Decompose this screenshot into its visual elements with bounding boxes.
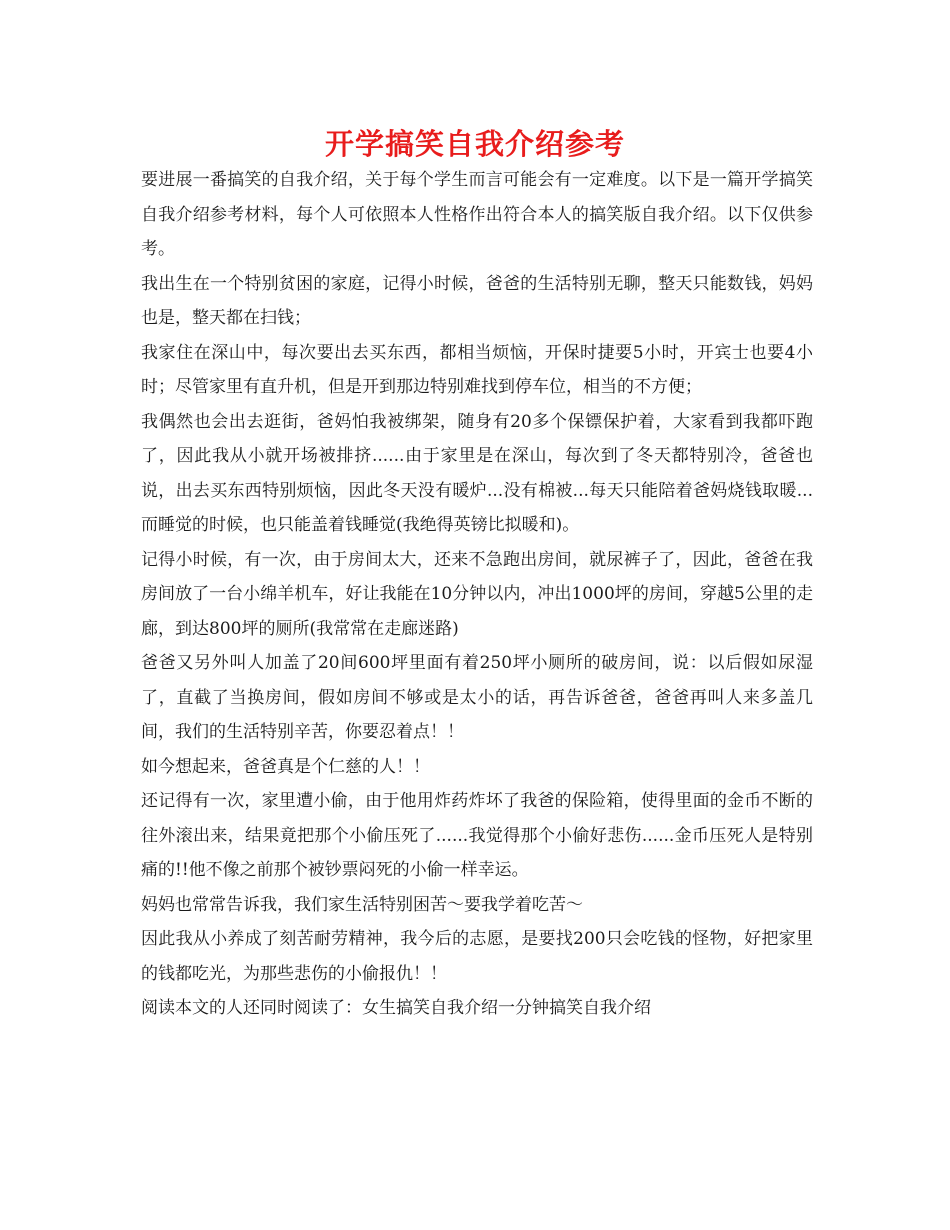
document-title: 开学搞笑自我介绍参考 (324, 127, 625, 161)
related-reading-line: 阅读本文的人还同时阅读了：女生搞笑自我介绍一分钟搞笑自我介绍 (141, 998, 651, 1018)
paragraph: 我家住在深山中，每次要出去买东西，都相当烦恼，开保时捷要5小时，开宾士也要4小时；尽管家里有直升机，但是开到那边特别难找到停车位，相当的不方便； (141, 342, 813, 397)
document-body (141, 163, 813, 1026)
paragraph: 还记得有一次，家里遭小偷，由于他用炸药炸坏了我爸的保险箱，使得里面的金币不断的往外滚出来，结果竟把那个小偷压死了......我觉得那个小偷好悲伤......金币压死人是特别痛的!!他不像之前那个被钞票闷死的小偷一样幸运。 (141, 791, 813, 880)
paragraph: 记得小时候，有一次，由于房间太大，还来不急跑出房间，就尿裤子了，因此，爸爸在我房间放了一台小绵羊机车，好让我能在10分钟以内，冲出1000坪的房间，穿越5公里的走廊，到达800坪的厕所(我常常在走廊迷路) (141, 549, 813, 639)
paragraph: 我出生在一个特别贫困的家庭，记得小时候，爸爸的生活特别无聊，整天只能数钱，妈妈也是，整天都在扫钱； (141, 273, 813, 328)
paragraph: 我偶然也会出去逛街，爸妈怕我被绑架，随身有20多个保镖保护着，大家看到我都吓跑了，因此我从小就开场被排挤......由于家里是在深山，每次到了冬天都特别冷，爸爸也说，出去买东西特别烦恼，因此冬天没有暖炉...没有棉被...每天只能陪着爸妈烧钱取暖...而睡觉的时候，也只能盖着钱睡觉(我绝得英镑比拟暖和)。 (141, 411, 813, 535)
paragraph: 爸爸又另外叫人加盖了20间600坪里面有着250坪小厕所的破房间，说：以后假如尿湿了，直截了当换房间，假如房间不够或是太小的话，再告诉爸爸，爸爸再叫人来多盖几间，我们的生活特别辛苦，你要忍着点！！ (141, 653, 813, 742)
paragraph: 如今想起来，爸爸真是个仁慈的人！！ (141, 756, 430, 777)
paragraph: 因此我从小养成了刻苦耐劳精神，我今后的志愿，是要找200只会吃钱的怪物，好把家里的钱都吃光，为那些悲伤的小偷报仇！！ (141, 929, 813, 984)
paragraph-intro: 要进展一番搞笑的自我介绍，关于每个学生而言可能会有一定难度。以下是一篇开学搞笑自我介绍参考材料，每个人可依照本人性格作出符合本人的搞笑版自我介绍。以下仅供参考。 (141, 170, 813, 259)
paragraph: 妈妈也常常告诉我，我们家生活特别困苦～要我学着吃苦～ (141, 894, 583, 915)
